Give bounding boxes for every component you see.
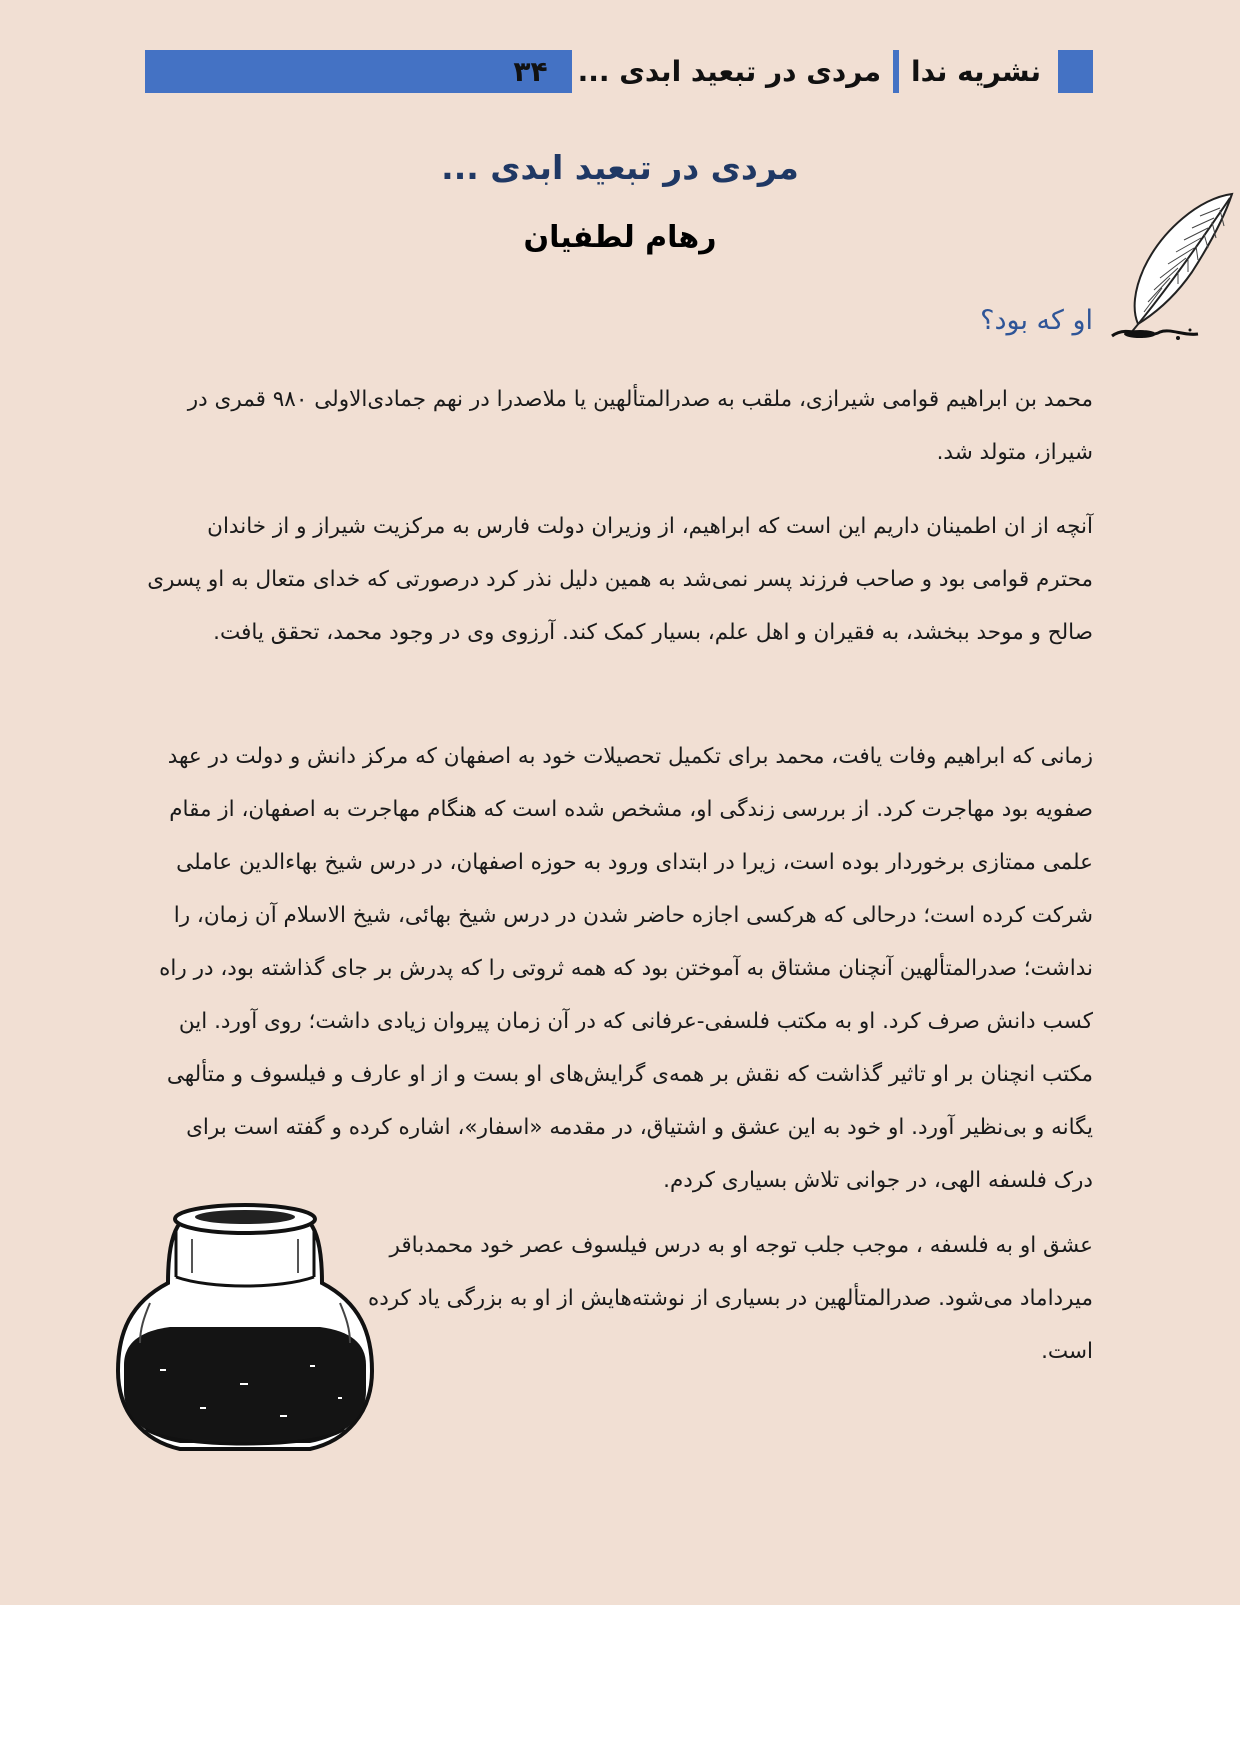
header-separator	[893, 50, 899, 93]
header-accent-bar-right	[1058, 50, 1093, 93]
header-magazine-name: نشریه ندا	[911, 55, 1041, 88]
header-page-number: ۳۴	[513, 55, 548, 88]
paragraph-2: آنچه از ان اطمینان داریم این است که ابراهیم، از وزیران دولت فارس به مرکزیت شیراز و از خاندان محترم قوامی بود و صاحب فرزند پسر نمی‌شد به همین دلیل نذر کرد درصورتی که خدای متعال به او پسری صالح و موحد ببخشد، به فقیران و اهل علم، بسیار کمک کند. آرزوی وی در وجود محمد، تحقق یافت.	[147, 514, 1093, 645]
quill-feather-icon	[1100, 186, 1240, 351]
header-separator	[560, 50, 566, 93]
paragraph-4: عشق او به فلسفه ، موجب جلب توجه او به درس فیلسوف عصر خود محمدباقر میرداماد می‌شود. صدرالمتألهین در بسیاری از نوشته‌هایش از او به بزرگی یاد کرده است.	[367, 1233, 1093, 1364]
header-article-title: مردی در تبعید ابدی ...	[577, 55, 882, 88]
ink-bottle-icon	[110, 1193, 380, 1458]
header-accent-bar-left	[145, 50, 572, 93]
article-author: رهام لطفیان	[523, 220, 717, 255]
article-title: مردی در تبعید ابدی ...	[441, 148, 799, 187]
paragraph-1: محمد بن ابراهیم قوامی شیرازی، ملقب به صدرالمتألهین یا ملاصدرا در نهم جمادی‌الاولی ۹۸۰ قمری در شیراز، متولد شد.	[187, 387, 1093, 465]
paragraph-3: زمانی که ابراهیم وفات یافت، محمد برای تکمیل تحصیلات خود به اصفهان که مرکز دانش و دولت در عهد صفویه بود مهاجرت کرد. از بررسی زندگی او، مشخص شده است که هنگام مهاجرت به اصفهان، از مقام علمی ممتازی برخوردار بوده است، زیرا در ابتدای ورود به حوزه اصفهان، در درس شیخ بهاءالدین عاملی شرکت کرده است؛ درحالی که هرکسی اجازه حاضر شدن در درس شیخ بهائی، شیخ الاسلام آن زمان، را نداشت؛ صدرالمتألهین آنچنان مشتاق به آموختن بود که همه ثروتی را که پدرش بر جای گذاشته بود، در راه کسب دانش صرف کرد. او به مکتب فلسفی-عرفانی که در آن زمان پیروان زیادی داشت؛ روی آورد. این مکتب انچنان بر او تاثیر گذاشت که نقش بر همه‌ی گرایش‌های او بست و از او عارف و فیلسوف و متألهی یگانه و بی‌نظیر آورد. او خود به این عشق و اشتیاق، در مقدمه «اسفار»، اشاره کرده و گفته است برای درک فلسفه الهی، در جوانی تلاش بسیاری کردم.	[159, 744, 1093, 1193]
running-header	[513, 50, 1041, 93]
section-subheading: او که بود؟	[980, 305, 1093, 336]
